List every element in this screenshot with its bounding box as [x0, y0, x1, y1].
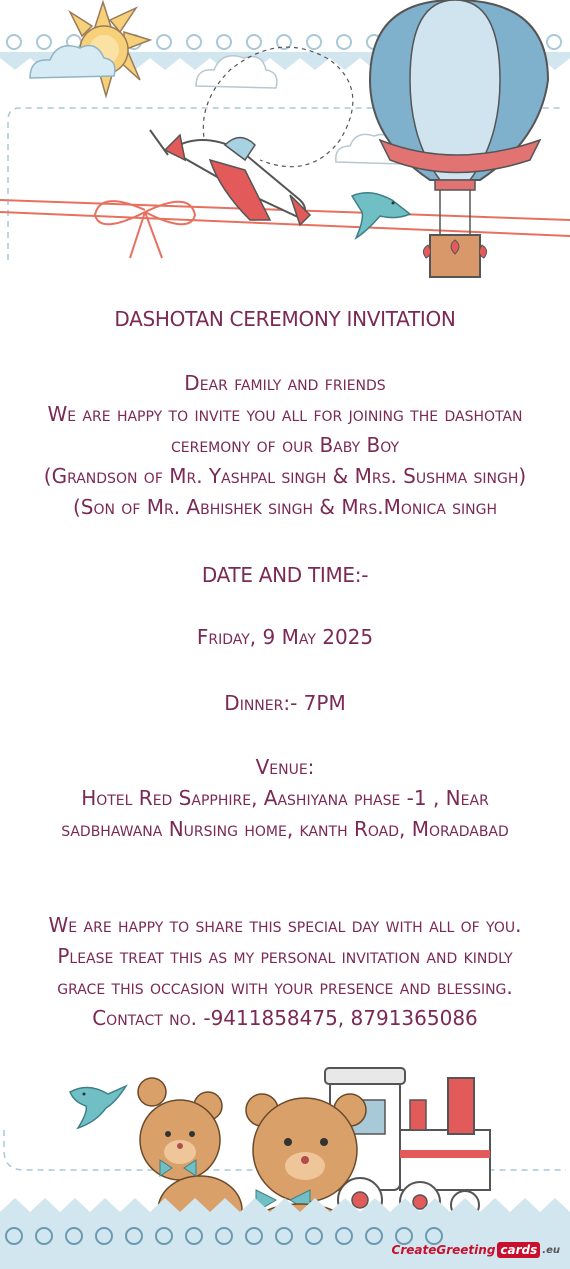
- top-decoration: [0, 0, 570, 300]
- contact-numbers: Contact no. -9411858475, 8791365086: [92, 1006, 478, 1030]
- dinner-time: Dinner:- 7PM: [224, 691, 346, 715]
- bird-icon: [70, 1086, 126, 1128]
- closing-line-2: Please treat this as my personal invitation and kindly: [57, 944, 513, 968]
- invite-text-line-2: ceremony of our Baby Boy: [170, 433, 400, 457]
- date-heading-block: [0, 560, 570, 591]
- closing-block: [0, 910, 570, 1034]
- invitation-title-block: [0, 304, 570, 335]
- grandson-text: (Grandson of Mr. Yashpal singh & Mrs. Sushma singh): [43, 464, 527, 488]
- greeting-text: Dear family and friends: [184, 371, 386, 395]
- airplane-icon: [150, 130, 310, 225]
- invite-text-line-1: We are happy to invite you all for joining the dashotan: [47, 402, 523, 426]
- brand-text-3: .eu: [542, 1244, 560, 1256]
- brand-logo: [388, 1237, 564, 1263]
- date-block: [0, 622, 570, 653]
- venue-block: [0, 752, 570, 845]
- closing-line-1: We are happy to share this special day with all of you.: [48, 913, 522, 937]
- date-heading: DATE AND TIME:-: [201, 563, 369, 587]
- hot-air-balloon-icon: [370, 0, 548, 277]
- venue-address-line-2: sadbhawana Nursing home, kanth Road, Moradabad: [61, 817, 509, 841]
- brand-text-1: CreateGreeting: [391, 1243, 496, 1257]
- invitation-message-block: [0, 368, 570, 523]
- venue-address-line-1: Hotel Red Sapphire, Aashiyana phase -1 , Near: [81, 786, 489, 810]
- bird-icon: [352, 193, 410, 238]
- event-date: Friday, 9 May 2025: [196, 625, 374, 649]
- brand-text-2: cards: [497, 1242, 540, 1258]
- dinner-block: [0, 688, 570, 719]
- venue-heading: Venue:: [255, 755, 315, 779]
- closing-line-3: grace this occasion with your presence and blessing.: [57, 975, 513, 999]
- son-text: (Son of Mr. Abhishek singh & Mrs.Monica singh: [72, 495, 498, 519]
- invitation-title: DASHOTAN CEREMONY INVITATION: [114, 307, 456, 331]
